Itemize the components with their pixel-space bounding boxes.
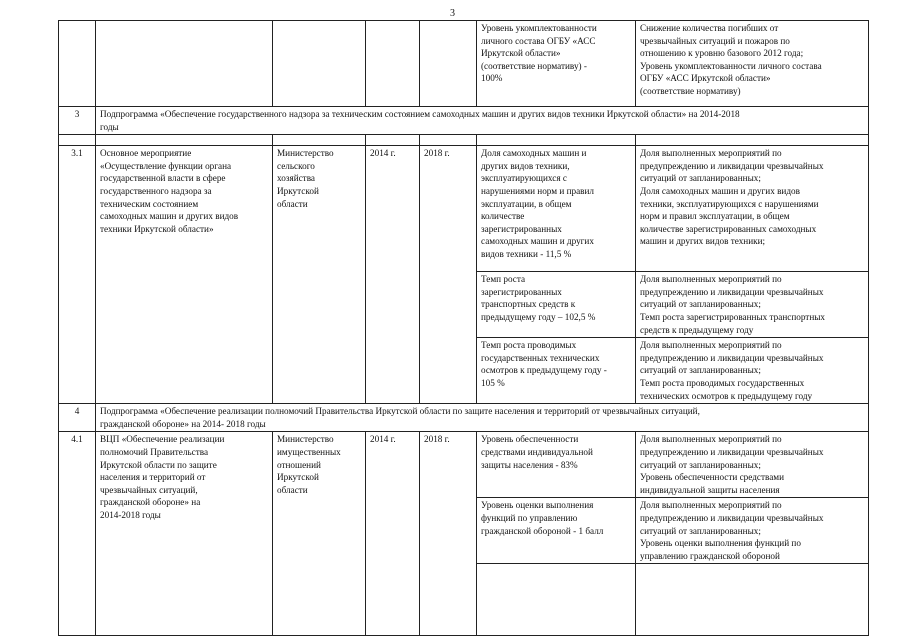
row-number: 4.1	[59, 432, 96, 636]
page-number: 3	[450, 8, 455, 19]
start-year: 2014 г.	[366, 432, 420, 636]
executor: Министерство имущественных отношений Иркутской области	[273, 432, 366, 636]
table-row	[59, 432, 869, 498]
section-row	[59, 404, 869, 432]
row-number: 3.1	[59, 146, 96, 404]
section-number: 3	[59, 107, 96, 135]
indicator-cell: Уровень обеспеченности средствами индивидуальной защиты населения - 83%	[477, 432, 636, 498]
section-row	[59, 107, 869, 135]
activity-name: Основное мероприятие «Осуществление функции органа государственной власти в сфере государственного надзора за техническим состоянием самоходных машин и других видов техники Иркутской области»	[96, 146, 273, 404]
section-title: Подпрограмма «Обеспечение реализации полномочий Правительства Иркутской области по защите населения и территорий от чрезвычайных ситуаций, гражданской обороне» на 2014- 2018 годы	[96, 404, 869, 432]
indicator-cell: Уровень оценки выполнения функций по управлению гражданской обороной - 1 балл	[477, 498, 636, 564]
end-year: 2018 г.	[420, 432, 477, 636]
section-title: Подпрограмма «Обеспечение государственного надзора за техническим состоянием самоходных машин и других видов техники Иркутской области» на 2014-2018 годы	[96, 107, 869, 135]
end-year: 2018 г.	[420, 146, 477, 404]
result-cell: Доля выполненных мероприятий по предупреждению и ликвидации чрезвычайных ситуаций от запланированных; Доля самоходных машин и других видов техники, эксплуатирующихся с нарушениями норм и правил эксплуатации, в общем количестве зарегистрированных самоходных машин и других видов техники;	[636, 146, 869, 272]
start-year: 2014 г.	[366, 146, 420, 404]
program-table	[58, 20, 869, 636]
result-cell: Доля выполненных мероприятий по предупреждению и ликвидации чрезвычайных ситуаций от запланированных; Темп роста проводимых государственных технических осмотров к предыдущему году	[636, 338, 869, 404]
table-row	[59, 146, 869, 272]
indicator-cell: Уровень укомплектованности личного состава ОГБУ «АСС Иркутской области» (соответствие нормативу) - 100%	[477, 21, 636, 107]
result-cell: Доля выполненных мероприятий по предупреждению и ликвидации чрезвычайных ситуаций от запланированных; Темп роста зарегистрированных транспортных средств к предыдущему году	[636, 272, 869, 338]
executor: Министерство сельского хозяйства Иркутской области	[273, 146, 366, 404]
activity-name: ВЦП «Обеспечение реализации полномочий Правительства Иркутской области по защите населения и территорий от чрезвычайных ситуаций, гражданской обороне» на 2014-2018 годы	[96, 432, 273, 636]
indicator-cell: Доля самоходных машин и других видов техники, эксплуатирующихся с нарушениями норм и правил эксплуатации, в общем количестве зарегистрированных самоходных машин и других видов техники - 11,5 %	[477, 146, 636, 272]
result-cell: Доля выполненных мероприятий по предупреждению и ликвидации чрезвычайных ситуаций от запланированных; Уровень оценки выполнения функций по управлению гражданской обороной	[636, 498, 869, 564]
section-number: 4	[59, 404, 96, 432]
result-cell: Доля выполненных мероприятий по предупреждению и ликвидации чрезвычайных ситуаций от запланированных; Уровень обеспеченности средствами индивидуальной защиты населения	[636, 432, 869, 498]
result-cell: Снижение количества погибших от чрезвычайных ситуаций и пожаров по отношению к уровню базового 2012 года; Уровень укомплектованности личного состава ОГБУ «АСС Иркутской области» (соответствие нормативу)	[636, 21, 869, 107]
continuation-row	[59, 21, 869, 107]
indicator-cell: Темп роста зарегистрированных транспортных средств к предыдущему году – 102,5 %	[477, 272, 636, 338]
indicator-cell: Темп роста проводимых государственных технических осмотров к предыдущему году - 105 %	[477, 338, 636, 404]
